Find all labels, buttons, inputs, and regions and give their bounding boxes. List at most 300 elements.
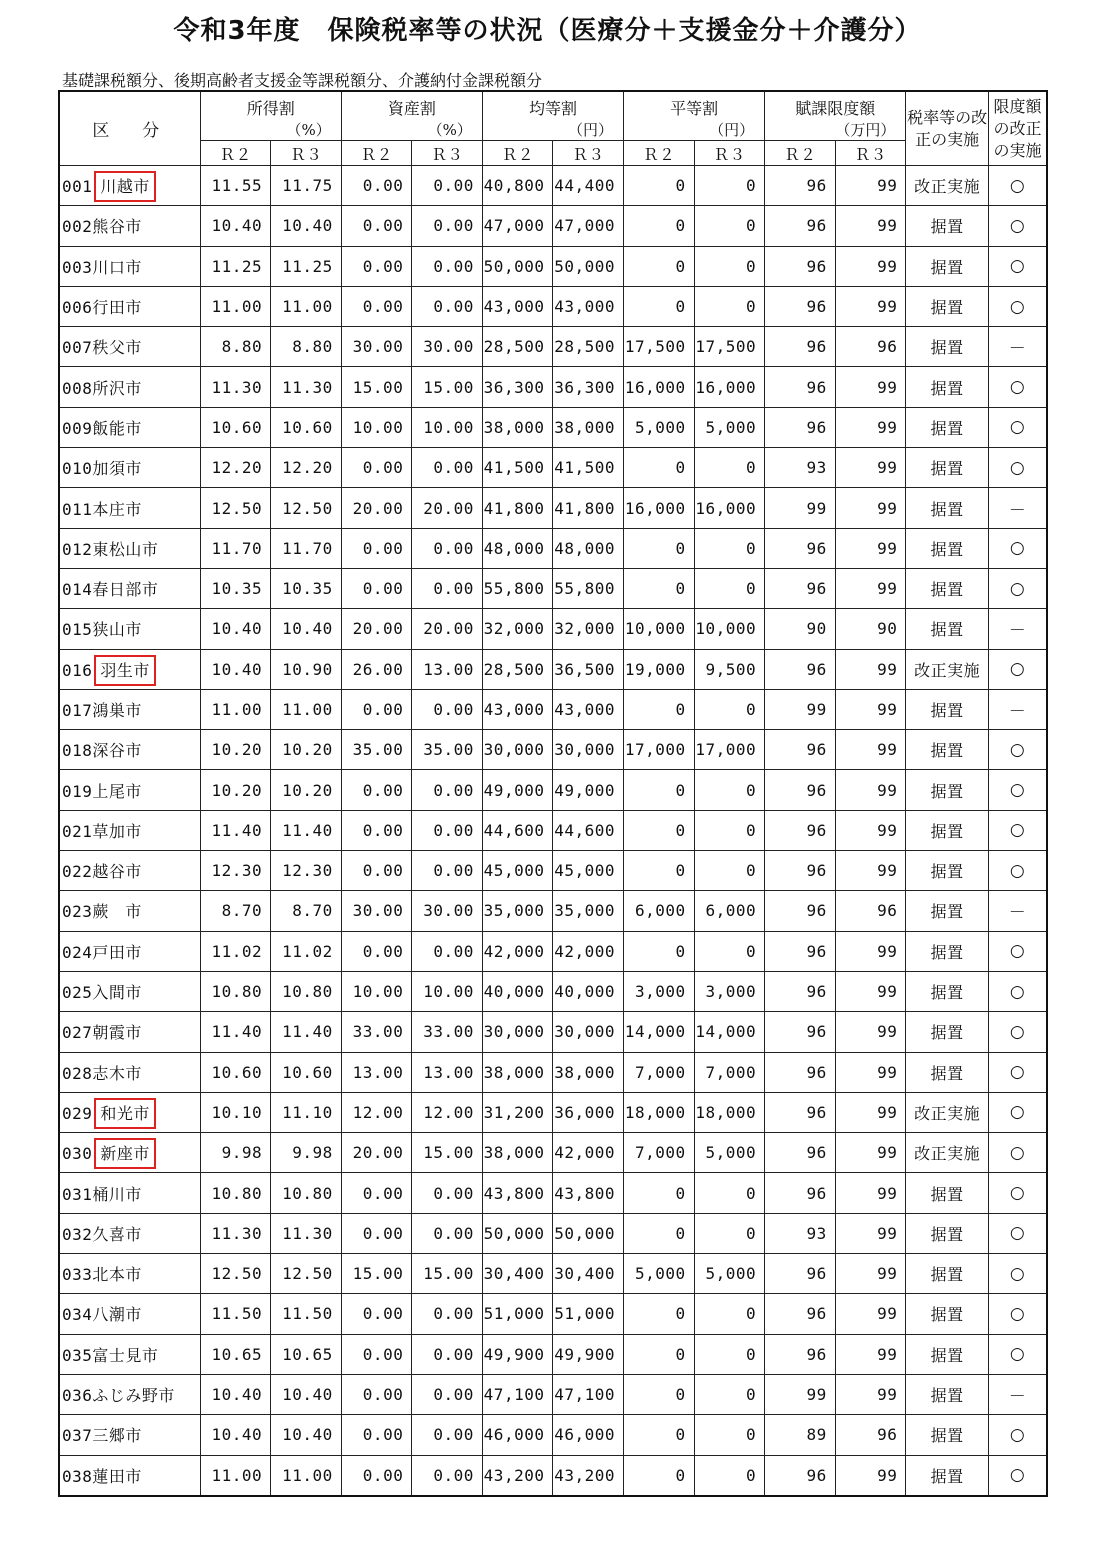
cell-limit: ○: [988, 649, 1047, 689]
cell-gr3: 99: [835, 1254, 906, 1294]
cell-gr3: 99: [835, 1092, 906, 1132]
cell-gr2: 96: [765, 971, 836, 1011]
cell-ar3: 30.00: [412, 891, 483, 931]
table-row: [59, 568, 1047, 608]
cell-kr3: 28,500: [553, 327, 624, 367]
cell-limit: －: [988, 327, 1047, 367]
cell-kr2: 30,000: [482, 730, 553, 770]
cell-limit: ○: [988, 1213, 1047, 1253]
cell-status: 据置: [906, 1455, 989, 1496]
cell-ar3: 10.00: [412, 407, 483, 447]
cell-limit: ○: [988, 286, 1047, 326]
cell-status: 据置: [906, 971, 989, 1011]
municipality-cell: [59, 367, 200, 407]
municipality-name: 八潮市: [92, 1305, 142, 1325]
cell-br2: 0: [624, 689, 695, 729]
cell-gr3: 99: [835, 810, 906, 850]
cell-sr3: 8.70: [271, 891, 342, 931]
municipality-code: 037: [62, 1426, 93, 1446]
cell-limit: ○: [988, 528, 1047, 568]
table-row: [59, 1173, 1047, 1213]
header-r2: Ｒ２: [482, 141, 553, 166]
cell-sr2: 11.50: [200, 1294, 271, 1334]
cell-gr2: 96: [765, 931, 836, 971]
cell-limit: ○: [988, 1294, 1047, 1334]
cell-status: 据置: [906, 367, 989, 407]
municipality-name: 蓮田市: [92, 1466, 142, 1486]
table-row: [59, 609, 1047, 649]
municipality-name: 草加市: [92, 821, 142, 841]
table-row: [59, 730, 1047, 770]
cell-kr3: 42,000: [553, 1133, 624, 1173]
municipality-cell: [59, 609, 200, 649]
cell-gr3: 96: [835, 327, 906, 367]
municipality-cell: [59, 448, 200, 488]
cell-gr3: 99: [835, 246, 906, 286]
cell-kr3: 47,100: [553, 1374, 624, 1414]
cell-br3: 0: [694, 810, 765, 850]
cell-sr2: 10.65: [200, 1334, 271, 1374]
cell-gr2: 96: [765, 810, 836, 850]
header-gendo: [765, 91, 906, 141]
cell-gr2: 99: [765, 1374, 836, 1414]
municipality-code: 028: [62, 1063, 93, 1083]
municipality-cell: [59, 206, 200, 246]
municipality-code: 016: [62, 660, 93, 680]
cell-gr3: 96: [835, 891, 906, 931]
cell-gr2: 96: [765, 407, 836, 447]
cell-sr2: 11.70: [200, 528, 271, 568]
header-r2: Ｒ２: [765, 141, 836, 166]
municipality-code: 018: [62, 741, 93, 761]
municipality-name: 和光市: [94, 1098, 156, 1129]
cell-sr2: 11.00: [200, 689, 271, 729]
cell-sr2: 10.40: [200, 1374, 271, 1414]
cell-sr3: 11.75: [271, 166, 342, 206]
cell-ar2: 0.00: [341, 1173, 412, 1213]
cell-sr3: 10.40: [271, 206, 342, 246]
cell-gr2: 96: [765, 730, 836, 770]
cell-br2: 0: [624, 448, 695, 488]
cell-br2: 0: [624, 286, 695, 326]
cell-kr3: 45,000: [553, 851, 624, 891]
cell-gr3: 99: [835, 166, 906, 206]
cell-sr3: 10.20: [271, 730, 342, 770]
cell-sr2: 11.02: [200, 931, 271, 971]
header-byodo-label: 平等割: [670, 99, 719, 118]
cell-ar2: 0.00: [341, 246, 412, 286]
header-shisan-unit: （%）: [427, 121, 472, 139]
cell-gr3: 99: [835, 1294, 906, 1334]
cell-kr2: 43,800: [482, 1173, 553, 1213]
cell-sr3: 9.98: [271, 1133, 342, 1173]
cell-status: 据置: [906, 206, 989, 246]
municipality-cell: [59, 1455, 200, 1496]
cell-kr3: 43,200: [553, 1455, 624, 1496]
municipality-cell: [59, 568, 200, 608]
municipality-code: 038: [62, 1466, 93, 1486]
cell-br3: 0: [694, 1334, 765, 1374]
cell-kr2: 41,800: [482, 488, 553, 528]
municipality-code: 014: [62, 580, 93, 600]
cell-kr3: 30,400: [553, 1254, 624, 1294]
municipality-code: 034: [62, 1305, 93, 1325]
municipality-name: 飯能市: [92, 418, 142, 438]
municipality-code: 008: [62, 378, 93, 398]
municipality-code: 011: [62, 499, 93, 519]
cell-ar3: 0.00: [412, 931, 483, 971]
cell-br3: 0: [694, 1294, 765, 1334]
cell-ar2: 13.00: [341, 1052, 412, 1092]
cell-sr3: 10.60: [271, 1052, 342, 1092]
cell-sr2: 8.80: [200, 327, 271, 367]
cell-sr2: 10.35: [200, 568, 271, 608]
cell-kr3: 55,800: [553, 568, 624, 608]
municipality-name: 秩父市: [92, 338, 142, 358]
cell-sr2: 10.40: [200, 206, 271, 246]
cell-ar2: 0.00: [341, 286, 412, 326]
cell-gr3: 99: [835, 407, 906, 447]
municipality-name: 三郷市: [92, 1426, 142, 1446]
cell-br3: 14,000: [694, 1012, 765, 1052]
cell-kr2: 36,300: [482, 367, 553, 407]
header-shotoku-label: 所得割: [246, 99, 295, 118]
municipality-cell: [59, 1415, 200, 1455]
cell-limit: ○: [988, 1052, 1047, 1092]
cell-gr2: 96: [765, 1052, 836, 1092]
cell-sr2: 11.25: [200, 246, 271, 286]
cell-kr2: 43,200: [482, 1455, 553, 1496]
cell-br3: 6,000: [694, 891, 765, 931]
header-r3: Ｒ３: [412, 141, 483, 166]
table-row: [59, 1052, 1047, 1092]
header-r3: Ｒ３: [553, 141, 624, 166]
municipality-code: 036: [62, 1386, 93, 1406]
cell-limit: ○: [988, 810, 1047, 850]
cell-ar2: 0.00: [341, 1415, 412, 1455]
cell-ar2: 20.00: [341, 488, 412, 528]
cell-sr3: 11.00: [271, 689, 342, 729]
cell-ar2: 0.00: [341, 1334, 412, 1374]
municipality-name: 深谷市: [92, 741, 142, 761]
cell-sr2: 11.00: [200, 1455, 271, 1496]
cell-sr2: 11.30: [200, 367, 271, 407]
cell-status: 据置: [906, 891, 989, 931]
cell-status: 据置: [906, 689, 989, 729]
cell-gr2: 99: [765, 689, 836, 729]
cell-status: 据置: [906, 609, 989, 649]
cell-gr2: 96: [765, 1334, 836, 1374]
cell-kr3: 32,000: [553, 609, 624, 649]
cell-limit: ○: [988, 1133, 1047, 1173]
table-row: [59, 327, 1047, 367]
cell-gr3: 99: [835, 206, 906, 246]
cell-br2: 0: [624, 568, 695, 608]
cell-ar2: 30.00: [341, 327, 412, 367]
cell-br2: 10,000: [624, 609, 695, 649]
cell-sr2: 11.55: [200, 166, 271, 206]
cell-ar2: 0.00: [341, 206, 412, 246]
municipality-cell: [59, 1012, 200, 1052]
municipality-name: 所沢市: [92, 378, 142, 398]
cell-sr2: 12.50: [200, 1254, 271, 1294]
cell-br3: 5,000: [694, 1254, 765, 1294]
cell-br3: 3,000: [694, 971, 765, 1011]
cell-status: 改正実施: [906, 649, 989, 689]
cell-br2: 19,000: [624, 649, 695, 689]
cell-kr3: 44,600: [553, 810, 624, 850]
cell-ar3: 0.00: [412, 166, 483, 206]
header-kinto: [482, 91, 623, 141]
cell-kr3: 51,000: [553, 1294, 624, 1334]
cell-kr2: 46,000: [482, 1415, 553, 1455]
cell-limit: ○: [988, 568, 1047, 608]
municipality-cell: [59, 166, 200, 206]
municipality-cell: [59, 1334, 200, 1374]
header-kubun: 区 分: [59, 91, 200, 166]
cell-kr3: 30,000: [553, 1012, 624, 1052]
cell-status: 据置: [906, 1334, 989, 1374]
header-r2: Ｒ２: [624, 141, 695, 166]
municipality-cell: [59, 810, 200, 850]
cell-kr3: 46,000: [553, 1415, 624, 1455]
cell-gr3: 99: [835, 1374, 906, 1414]
cell-status: 据置: [906, 810, 989, 850]
header-gendo-unit: （万円）: [835, 121, 896, 139]
cell-kr2: 43,000: [482, 286, 553, 326]
cell-ar2: 20.00: [341, 1133, 412, 1173]
cell-sr3: 11.30: [271, 367, 342, 407]
cell-sr2: 10.80: [200, 1173, 271, 1213]
header-r3: Ｒ３: [271, 141, 342, 166]
cell-ar3: 0.00: [412, 448, 483, 488]
cell-br3: 0: [694, 448, 765, 488]
cell-ar2: 0.00: [341, 1455, 412, 1496]
cell-sr2: 10.20: [200, 770, 271, 810]
municipality-cell: [59, 1374, 200, 1414]
cell-limit: ○: [988, 1092, 1047, 1132]
municipality-cell: [59, 730, 200, 770]
municipality-cell: [59, 1052, 200, 1092]
municipality-code: 003: [62, 257, 93, 277]
cell-status: 据置: [906, 1415, 989, 1455]
municipality-code: 015: [62, 620, 93, 640]
municipality-cell: [59, 488, 200, 528]
municipality-code: 030: [62, 1144, 93, 1164]
cell-ar2: 15.00: [341, 367, 412, 407]
cell-limit: ○: [988, 1254, 1047, 1294]
cell-kr3: 36,300: [553, 367, 624, 407]
cell-sr3: 12.30: [271, 851, 342, 891]
cell-br2: 7,000: [624, 1133, 695, 1173]
header-byodo: [624, 91, 765, 141]
municipality-name: 桶川市: [92, 1184, 142, 1204]
cell-ar3: 0.00: [412, 689, 483, 729]
cell-br2: 5,000: [624, 407, 695, 447]
cell-kr3: 40,000: [553, 971, 624, 1011]
municipality-name: 入間市: [92, 983, 142, 1003]
cell-ar3: 0.00: [412, 568, 483, 608]
cell-ar2: 10.00: [341, 407, 412, 447]
cell-gr2: 96: [765, 1012, 836, 1052]
table-row: [59, 488, 1047, 528]
cell-status: 据置: [906, 1213, 989, 1253]
cell-status: 据置: [906, 327, 989, 367]
cell-status: 据置: [906, 1294, 989, 1334]
cell-br3: 0: [694, 1173, 765, 1213]
table-row: [59, 1254, 1047, 1294]
cell-gr2: 96: [765, 1294, 836, 1334]
cell-ar3: 30.00: [412, 327, 483, 367]
cell-ar2: 0.00: [341, 851, 412, 891]
cell-ar2: 12.00: [341, 1092, 412, 1132]
municipality-code: 032: [62, 1224, 93, 1244]
cell-ar3: 0.00: [412, 1455, 483, 1496]
cell-gr2: 96: [765, 1173, 836, 1213]
municipality-code: 027: [62, 1023, 93, 1043]
table-row: [59, 770, 1047, 810]
table-row: [59, 971, 1047, 1011]
cell-status: 据置: [906, 448, 989, 488]
municipality-code: 002: [62, 217, 93, 237]
municipality-code: 021: [62, 821, 93, 841]
header-r3: Ｒ３: [835, 141, 906, 166]
cell-ar3: 0.00: [412, 1374, 483, 1414]
cell-kr2: 50,000: [482, 1213, 553, 1253]
cell-status: 据置: [906, 931, 989, 971]
cell-ar2: 30.00: [341, 891, 412, 931]
municipality-name: 狭山市: [92, 620, 142, 640]
municipality-name: 富士見市: [92, 1345, 159, 1365]
cell-kr3: 38,000: [553, 1052, 624, 1092]
cell-limit: ○: [988, 246, 1047, 286]
header-gendo-kaisei: 限度額の改正の実施: [988, 91, 1047, 166]
cell-sr2: 10.20: [200, 730, 271, 770]
cell-ar3: 0.00: [412, 528, 483, 568]
cell-gr3: 99: [835, 931, 906, 971]
municipality-code: 029: [62, 1103, 93, 1123]
municipality-cell: [59, 1254, 200, 1294]
cell-gr2: 96: [765, 246, 836, 286]
cell-status: 据置: [906, 770, 989, 810]
municipality-cell: [59, 528, 200, 568]
cell-ar2: 20.00: [341, 609, 412, 649]
cell-kr2: 40,000: [482, 971, 553, 1011]
cell-gr3: 99: [835, 1173, 906, 1213]
cell-status: 据置: [906, 488, 989, 528]
cell-kr3: 43,000: [553, 689, 624, 729]
cell-kr2: 41,500: [482, 448, 553, 488]
table-row: [59, 528, 1047, 568]
cell-status: 据置: [906, 1012, 989, 1052]
cell-gr2: 96: [765, 1092, 836, 1132]
municipality-code: 025: [62, 983, 93, 1003]
municipality-name: 春日部市: [92, 580, 159, 600]
cell-sr2: 10.80: [200, 971, 271, 1011]
cell-status: 据置: [906, 1254, 989, 1294]
municipality-name: 本庄市: [92, 499, 142, 519]
table-row: [59, 810, 1047, 850]
municipality-cell: [59, 1133, 200, 1173]
cell-br3: 0: [694, 166, 765, 206]
cell-ar2: 26.00: [341, 649, 412, 689]
cell-gr3: 96: [835, 1415, 906, 1455]
cell-br3: 0: [694, 1455, 765, 1496]
tax-rate-table: [58, 90, 1048, 1497]
municipality-name: 行田市: [92, 298, 142, 318]
municipality-code: 007: [62, 338, 93, 358]
municipality-cell: [59, 1173, 200, 1213]
cell-kr2: 30,000: [482, 1012, 553, 1052]
cell-br3: 17,000: [694, 730, 765, 770]
cell-gr3: 99: [835, 448, 906, 488]
cell-gr2: 96: [765, 327, 836, 367]
cell-sr3: 11.40: [271, 1012, 342, 1052]
table-row: [59, 1334, 1047, 1374]
cell-kr2: 55,800: [482, 568, 553, 608]
cell-limit: ○: [988, 931, 1047, 971]
cell-status: 据置: [906, 286, 989, 326]
cell-sr2: 11.30: [200, 1213, 271, 1253]
cell-ar2: 0.00: [341, 568, 412, 608]
table-row: [59, 689, 1047, 729]
cell-limit: －: [988, 609, 1047, 649]
cell-gr3: 99: [835, 770, 906, 810]
cell-gr3: 99: [835, 689, 906, 729]
cell-sr3: 10.65: [271, 1334, 342, 1374]
cell-sr2: 11.40: [200, 810, 271, 850]
cell-sr2: 11.00: [200, 286, 271, 326]
cell-limit: ○: [988, 1012, 1047, 1052]
cell-gr2: 96: [765, 568, 836, 608]
cell-ar2: 33.00: [341, 1012, 412, 1052]
cell-br3: 0: [694, 286, 765, 326]
cell-sr3: 10.35: [271, 568, 342, 608]
cell-ar3: 20.00: [412, 488, 483, 528]
header-r2: Ｒ２: [341, 141, 412, 166]
municipality-name: 越谷市: [92, 862, 142, 882]
cell-sr3: 12.50: [271, 488, 342, 528]
cell-ar3: 0.00: [412, 206, 483, 246]
cell-br2: 5,000: [624, 1254, 695, 1294]
cell-kr2: 47,000: [482, 206, 553, 246]
cell-gr2: 96: [765, 851, 836, 891]
cell-br2: 0: [624, 1455, 695, 1496]
cell-status: 改正実施: [906, 1133, 989, 1173]
table-row: [59, 407, 1047, 447]
cell-ar3: 0.00: [412, 1213, 483, 1253]
cell-gr2: 93: [765, 1213, 836, 1253]
cell-gr3: 99: [835, 851, 906, 891]
cell-ar3: 12.00: [412, 1092, 483, 1132]
cell-limit: ○: [988, 448, 1047, 488]
cell-gr2: 96: [765, 1254, 836, 1294]
table-row: [59, 1133, 1047, 1173]
cell-kr2: 28,500: [482, 327, 553, 367]
cell-br3: 5,000: [694, 1133, 765, 1173]
cell-gr2: 96: [765, 1455, 836, 1496]
header-shisan-label: 資産割: [387, 99, 436, 118]
cell-sr3: 10.80: [271, 971, 342, 1011]
cell-br2: 0: [624, 1173, 695, 1213]
cell-kr2: 38,000: [482, 1133, 553, 1173]
cell-sr2: 12.50: [200, 488, 271, 528]
municipality-cell: [59, 971, 200, 1011]
cell-kr2: 32,000: [482, 609, 553, 649]
cell-ar3: 10.00: [412, 971, 483, 1011]
header-shisan: [341, 91, 482, 141]
municipality-code: 033: [62, 1265, 93, 1285]
